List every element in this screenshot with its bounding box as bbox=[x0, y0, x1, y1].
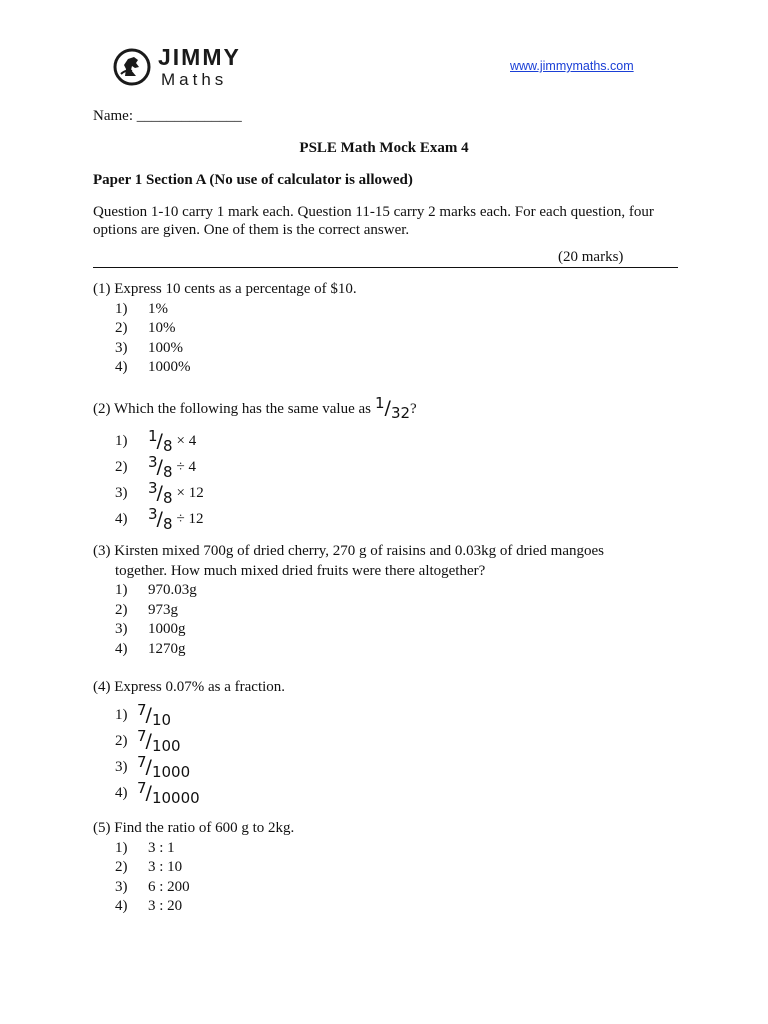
fraction-numerator: 3 bbox=[148, 478, 158, 497]
option-number: 1) bbox=[115, 300, 128, 317]
option-list bbox=[93, 428, 673, 532]
fraction-numerator: 7 bbox=[137, 700, 147, 719]
fraction-slash: / bbox=[156, 507, 163, 530]
option-item[interactable] bbox=[115, 728, 673, 754]
fraction-denominator: 8 bbox=[162, 514, 173, 533]
logo-top-text: JIMMY bbox=[158, 44, 241, 70]
option-number: 3) bbox=[115, 484, 128, 501]
fraction-denominator: 1000 bbox=[151, 762, 191, 781]
option-operation: × 12 bbox=[176, 484, 204, 501]
option-text: 10% bbox=[148, 320, 176, 336]
question-text: Which the following has the same value as bbox=[113, 401, 371, 417]
fraction-numerator: 7 bbox=[137, 778, 147, 797]
option-operation: × 4 bbox=[176, 432, 197, 449]
option-item[interactable] bbox=[115, 319, 673, 339]
question-label: (2) bbox=[93, 401, 111, 417]
section-title: Paper 1 Section A (No use of calculator is allowed) bbox=[93, 172, 413, 188]
option-number: 4) bbox=[115, 640, 128, 657]
option-number: 1) bbox=[115, 706, 128, 723]
exam-title: PSLE Math Mock Exam 4 bbox=[299, 140, 469, 156]
question-label: (1) bbox=[93, 281, 111, 297]
question-stem bbox=[93, 819, 673, 839]
option-number: 2) bbox=[115, 320, 128, 336]
option-text: 100% bbox=[148, 339, 183, 356]
question-text: Express 0.07% as a fraction. bbox=[114, 679, 286, 695]
option-text: 3 : 10 bbox=[148, 859, 183, 875]
question-stem bbox=[93, 542, 673, 581]
option-item[interactable] bbox=[115, 780, 673, 806]
option-text: 1% bbox=[148, 300, 168, 317]
fraction-slash: / bbox=[145, 755, 152, 778]
fraction-denominator: 8 bbox=[162, 462, 173, 481]
option-number: 4) bbox=[115, 510, 128, 527]
option-item[interactable] bbox=[115, 858, 673, 878]
option-item[interactable] bbox=[115, 506, 673, 532]
option-number: 3) bbox=[115, 339, 128, 356]
question-2 bbox=[93, 394, 673, 533]
fraction-slash: / bbox=[156, 455, 163, 478]
question-1 bbox=[93, 280, 673, 378]
fraction-slash: / bbox=[384, 397, 391, 419]
option-list bbox=[93, 839, 673, 917]
question-5 bbox=[93, 819, 673, 917]
fraction-denominator: 10 bbox=[151, 710, 172, 729]
option-number: 3) bbox=[115, 758, 128, 775]
question-4 bbox=[93, 678, 673, 806]
fraction-slash: / bbox=[145, 781, 152, 804]
question-stem bbox=[93, 280, 673, 300]
option-text: 1270g bbox=[148, 640, 186, 657]
question-text: Find the ratio of 600 g to 2kg. bbox=[114, 820, 295, 836]
question-3 bbox=[93, 542, 673, 659]
option-text: 1000% bbox=[148, 359, 191, 375]
option-number: 2) bbox=[115, 859, 128, 875]
fraction-denominator: 8 bbox=[162, 436, 173, 455]
option-item[interactable] bbox=[115, 601, 673, 621]
question-end: ? bbox=[410, 401, 417, 417]
option-text: 1000g bbox=[148, 621, 186, 637]
question-stem bbox=[93, 678, 673, 698]
option-list bbox=[93, 581, 673, 659]
total-marks: (20 marks) bbox=[558, 249, 624, 265]
option-item[interactable] bbox=[115, 640, 673, 660]
question-stem bbox=[93, 394, 673, 422]
question-text-continued: together. How much mixed dried fruits were there altogether? bbox=[115, 562, 486, 579]
option-list bbox=[93, 300, 673, 378]
option-item[interactable] bbox=[115, 454, 673, 480]
option-number: 2) bbox=[115, 732, 128, 749]
option-text: 970.03g bbox=[148, 582, 197, 598]
fraction-denominator: 10000 bbox=[151, 788, 200, 807]
instructions: Question 1-10 carry 1 mark each. Question 11-15 carry 2 marks each. For each question, four options are given. One of them is the correct answer. bbox=[93, 204, 654, 238]
option-operation: ÷ 12 bbox=[176, 510, 204, 527]
fraction-slash: / bbox=[156, 429, 163, 452]
fraction-slash: / bbox=[156, 481, 163, 504]
fraction-numerator: 3 bbox=[148, 504, 158, 523]
question-text: Kirsten mixed 700g of dried cherry, 270 g of raisins and 0.03kg of dried mangoes bbox=[114, 543, 604, 559]
option-number: 2) bbox=[115, 458, 128, 475]
option-item[interactable] bbox=[115, 581, 673, 601]
fraction-slash: / bbox=[145, 729, 152, 752]
option-text: 3 : 1 bbox=[148, 839, 175, 856]
website-link[interactable]: www.jimmymaths.com bbox=[510, 59, 634, 73]
option-item[interactable] bbox=[115, 620, 673, 640]
option-number: 4) bbox=[115, 898, 128, 914]
option-number: 3) bbox=[115, 878, 128, 895]
fraction-numerator: 1 bbox=[148, 426, 158, 445]
fraction-numerator: 1 bbox=[375, 394, 385, 412]
fraction-numerator: 7 bbox=[137, 726, 147, 745]
option-text: 973g bbox=[148, 601, 178, 618]
option-number: 1) bbox=[115, 582, 128, 598]
option-number: 4) bbox=[115, 359, 128, 375]
fraction-numerator: 3 bbox=[148, 452, 158, 471]
question-label: (4) bbox=[93, 679, 111, 695]
name-field-line: Name: ______________ bbox=[93, 108, 242, 124]
question-text: Express 10 cents as a percentage of $10. bbox=[114, 281, 357, 297]
option-item[interactable] bbox=[115, 878, 673, 898]
option-item[interactable] bbox=[115, 754, 673, 780]
option-item[interactable] bbox=[115, 428, 673, 454]
fraction-numerator: 7 bbox=[137, 752, 147, 771]
knight-logo-icon bbox=[112, 47, 152, 87]
option-item[interactable] bbox=[115, 300, 673, 320]
option-list bbox=[93, 702, 673, 806]
question-label: (3) bbox=[93, 543, 111, 559]
option-text: 6 : 200 bbox=[148, 878, 190, 895]
question-label: (5) bbox=[93, 820, 111, 836]
option-item[interactable] bbox=[115, 839, 673, 859]
fraction-denominator: 8 bbox=[162, 488, 173, 507]
option-number: 4) bbox=[115, 784, 128, 801]
option-item[interactable] bbox=[115, 702, 673, 728]
option-operation: ÷ 4 bbox=[176, 458, 196, 475]
divider-rule bbox=[93, 267, 678, 268]
fraction-slash: / bbox=[145, 703, 152, 726]
option-text: 3 : 20 bbox=[148, 898, 183, 914]
option-item[interactable] bbox=[115, 358, 673, 378]
option-item[interactable] bbox=[115, 480, 673, 506]
logo-wordmark bbox=[158, 46, 241, 88]
logo-bottom-text: Maths bbox=[161, 70, 228, 89]
fraction-denominator: 32 bbox=[390, 404, 411, 422]
option-number: 1) bbox=[115, 432, 128, 449]
jimmy-maths-logo bbox=[112, 46, 241, 88]
stem-fraction bbox=[375, 394, 411, 422]
option-number: 1) bbox=[115, 839, 128, 856]
option-number: 2) bbox=[115, 601, 128, 618]
option-number: 3) bbox=[115, 621, 128, 637]
option-item[interactable] bbox=[115, 897, 673, 917]
option-item[interactable] bbox=[115, 339, 673, 359]
fraction-denominator: 100 bbox=[151, 736, 181, 755]
